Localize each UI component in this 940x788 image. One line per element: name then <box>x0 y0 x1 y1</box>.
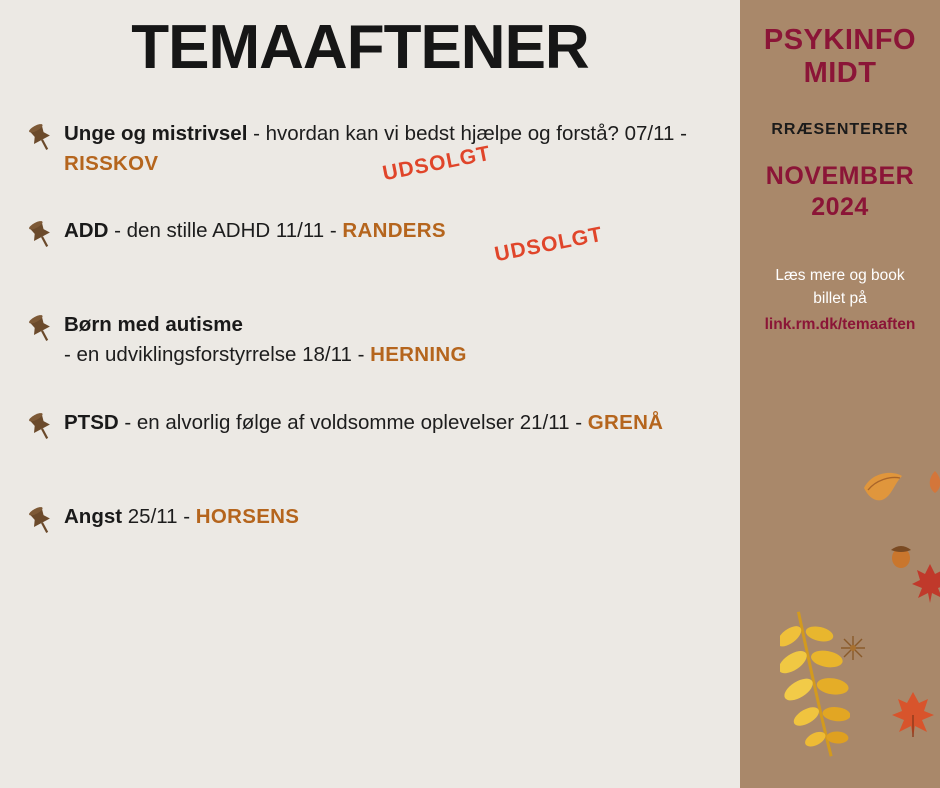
brand-name <box>740 24 940 91</box>
sidebar <box>740 0 940 788</box>
event-list <box>0 119 740 558</box>
month-label: NOVEMBER <box>765 161 915 190</box>
event-city: HORSENS <box>195 504 300 528</box>
seed-icon <box>840 635 866 666</box>
year-label: 2024 <box>811 192 869 221</box>
page-title: TEMAAFTENER <box>131 13 589 82</box>
event-desc: - hvordan kan vi bedst hjælpe og forstå? 07/11 - <box>247 122 687 145</box>
booking-line-1: Læs mere og book <box>775 267 905 285</box>
event-title: PTSD <box>64 410 119 434</box>
brand-line-2: MIDT <box>803 57 877 90</box>
event-text <box>64 310 467 369</box>
pushpin-icon <box>24 310 64 346</box>
maple-leaf-icon <box>910 562 940 609</box>
leaf-icon <box>926 470 940 499</box>
list-item <box>24 216 740 272</box>
event-text <box>64 216 605 267</box>
event-text <box>64 119 704 186</box>
event-city: RANDERS <box>342 219 446 243</box>
booking-line-2: billet på <box>813 289 867 307</box>
leaf-icon <box>862 470 904 509</box>
event-title: ADD <box>64 219 109 243</box>
event-desc: 25/11 - <box>122 504 196 528</box>
event-title: Angst <box>64 504 123 528</box>
status-badge: UDSOLGT <box>492 223 605 267</box>
event-city: GRENÅ <box>587 410 664 434</box>
list-item <box>24 119 740 186</box>
event-desc: - en udviklingsforstyrrelse 18/11 - <box>64 343 371 367</box>
pushpin-icon <box>24 216 64 252</box>
event-title: Børn med autisme <box>64 313 243 337</box>
list-item <box>24 310 740 369</box>
event-text <box>64 502 299 532</box>
maple-leaf-icon <box>890 690 936 743</box>
pushpin-icon <box>24 502 64 538</box>
event-desc: - en alvorlig følge af voldsomme oplevelser 21/11 - <box>118 410 588 434</box>
event-title: Unge og mistrivsel <box>64 122 248 145</box>
brand-line-1: PSYKINFO <box>763 24 917 56</box>
pushpin-icon <box>24 119 64 155</box>
event-city: RISSKOV <box>64 151 159 175</box>
list-item <box>24 502 740 558</box>
list-item <box>24 408 740 464</box>
status-badge: UDSOLGT <box>380 141 493 186</box>
event-text <box>64 408 663 438</box>
fern-leaf-icon <box>780 610 850 765</box>
date-block <box>740 161 940 224</box>
event-desc: - den stille ADHD 11/11 - <box>108 219 343 243</box>
event-city: HERNING <box>370 343 467 367</box>
pushpin-icon <box>24 408 64 444</box>
booking-info <box>740 265 940 336</box>
booking-link[interactable]: link.rm.dk/temaaften <box>764 316 916 334</box>
presents-label: RRÆSENTERER <box>771 120 909 138</box>
